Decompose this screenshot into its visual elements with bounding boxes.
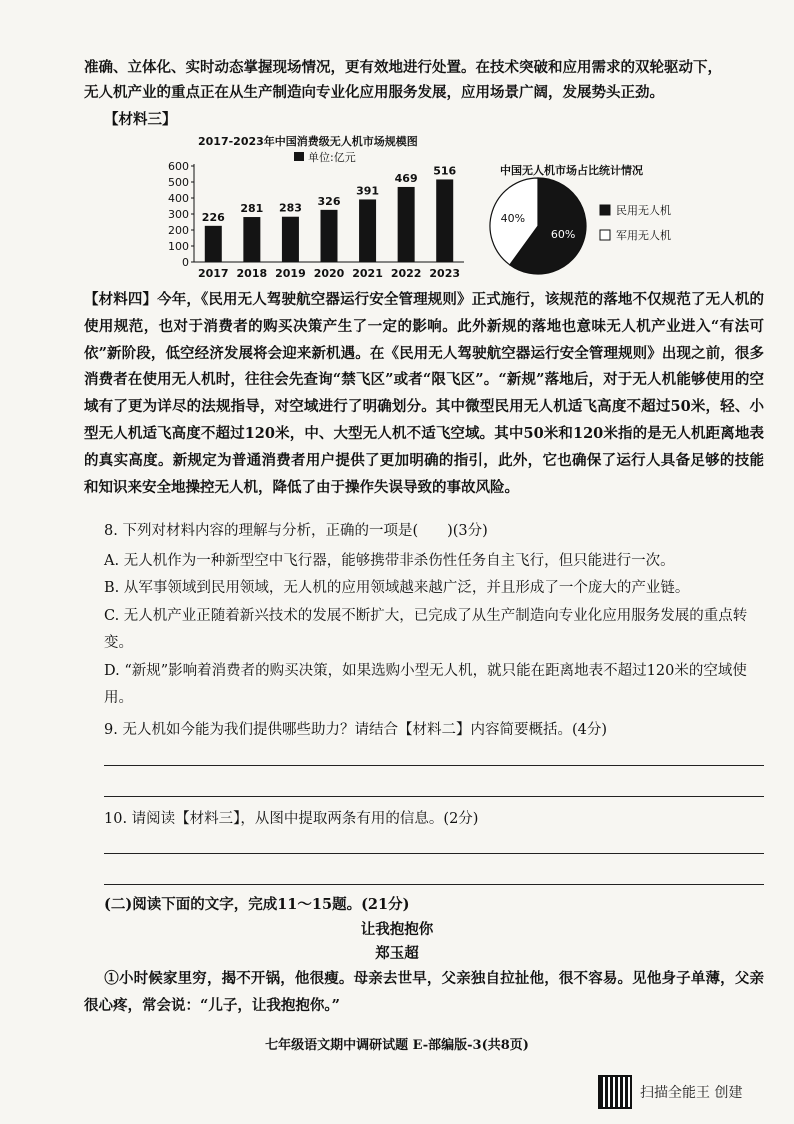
- section2-heading: (二)阅读下面的文字，完成11～15题。(21分): [104, 896, 410, 913]
- y-tick-label: 100: [168, 240, 189, 253]
- q10-answer-line-1[interactable]: [104, 853, 764, 854]
- x-tick-label: 2022: [390, 267, 422, 280]
- x-tick-label: 2023: [429, 267, 461, 280]
- q9-stem: 9. 无人机如今能为我们提供哪些助力？请结合【材料二】内容简要概括。(4分): [104, 722, 607, 738]
- y-tick-label: 200: [168, 224, 189, 237]
- y-tick-label: 0: [182, 256, 189, 269]
- material4-text: 今年，《民用无人驾驶航空器运行安全管理规则》正式施行，该规范的落地不仅规范了无人机的使用规范，也对于消费者的购买决策产生了一定的影响。此外新规的落地也意味无人机产业进入“有法可依”新阶段，低空经济发展将会迎来新机遇。在《民用无人驾驶航空器运行安全管理规则》出现之前，很多消费者在使用无人机时，往往会先查询“禁飞区”或者“限飞区”。“新规”落地后，对于无人机能够使用的空域有了更为详尽的法规指导，对空域进行了明确划分。其中微型民用无人机适飞高度不超过50米，轻、小型无人机适飞高度不超过120米，中、大型无人机不适飞空域。其中50米和120米指的是无人机距离地表的真实高度。新规定为普通消费者用户提供了更加明确的指引，此外，它也确保了运行人具备足够的技能和知识来安全地操控无人机，降低了由于操作失误导致的事故风险。: [84, 291, 764, 496]
- q10-answer-line-2[interactable]: [104, 884, 764, 885]
- pie-chart: [480, 156, 720, 284]
- bar-value-label: 391: [356, 184, 380, 198]
- pie-slice-label: 60%: [550, 228, 576, 242]
- pie-legend-label: 民用无人机: [616, 204, 671, 217]
- bar-value-label: 469: [394, 171, 418, 185]
- material3-label: 【材料三】: [104, 111, 177, 128]
- x-tick-label: 2021: [352, 267, 383, 280]
- story-title: 让我抱抱你: [360, 921, 434, 938]
- q8-stem: 8. 下列对材料内容的理解与分析，正确的一项是( )(3分): [104, 523, 488, 539]
- bar-chart-title: 2017-2023年中国消费级无人机市场规模图: [198, 135, 418, 148]
- x-tick-label: 2020: [313, 267, 345, 280]
- y-tick-label: 300: [168, 208, 189, 221]
- pie-chart-legend: [600, 203, 671, 242]
- bar: [282, 217, 299, 262]
- bar-value-label: 326: [317, 194, 341, 208]
- page-footer: 七年级语文期中调研试题 E-部编版-3(共8页): [265, 1038, 529, 1053]
- x-tick-label: 2019: [275, 267, 306, 280]
- intro-line-1: 准确、立体化、实时动态掌握现场情况，更有效地进行处置。在技术突破和应用需求的双轮驱动下，: [84, 59, 722, 76]
- bar: [321, 210, 338, 262]
- intro-line-2: 无人机产业的重点正在从生产制造向专业化应用服务发展，应用场景广阔，发展势头正劲。: [84, 84, 664, 101]
- qr-code-icon: [598, 1075, 632, 1109]
- bar-chart-bars: [198, 164, 460, 280]
- bar-chart-legend: 单位:亿元: [308, 151, 356, 164]
- story-paragraph-1: ①小时候家里穷，揭不开锅，他很瘦。母亲去世早，父亲独自拉扯他，很不容易。见他身子单薄，父亲很心疼，常会说：“儿子，让我抱抱你。”: [84, 970, 764, 1014]
- x-tick-label: 2017: [197, 267, 229, 280]
- q8-option-b: B. 从军事领域到民用领域，无人机的应用领域越来越广泛，并且形成了一个庞大的产业链。: [104, 580, 690, 596]
- q10-stem: 10. 请阅读【材料三】，从图中提取两条有用的信息。(2分): [104, 811, 479, 827]
- q9-answer-line-1[interactable]: [104, 765, 764, 766]
- bar-value-label: 226: [201, 210, 225, 224]
- material4-label: 【材料四】: [84, 291, 158, 308]
- watermark-text: 扫描全能王 创建: [640, 1085, 743, 1101]
- bar-value-label: 283: [278, 201, 302, 215]
- x-tick-label: 2018: [236, 267, 268, 280]
- q8-option-d: D. “新规”影响着消费者的购买决策，如果选购小型无人机，就只能在距离地表不超过120米的空域使用。: [104, 663, 747, 706]
- pie-chart-slices: [490, 178, 586, 274]
- bar-value-label: 281: [240, 202, 264, 216]
- bar-chart: [160, 128, 480, 284]
- y-tick-label: 400: [168, 192, 189, 205]
- story-author: 郑玉超: [375, 945, 419, 962]
- y-tick-label: 500: [168, 176, 189, 189]
- pie-legend-swatch: [600, 205, 610, 215]
- pie-slice-label: 40%: [500, 211, 526, 225]
- bar-chart-legend-swatch: [294, 152, 304, 161]
- y-tick-label: 600: [168, 160, 189, 173]
- q8-option-a: A. 无人机作为一种新型空中飞行器，能够携带非杀伤性任务自主飞行，但只能进行一次。: [104, 553, 675, 569]
- material4-paragraph: [84, 287, 764, 501]
- bar: [359, 199, 376, 262]
- bar: [243, 217, 260, 262]
- pie-legend-swatch: [600, 230, 610, 240]
- bar: [436, 179, 453, 262]
- bar: [398, 187, 415, 262]
- q8-option-c: C. 无人机产业正随着新兴技术的发展不断扩大，已完成了从生产制造向专业化应用服务发展的重点转变。: [104, 608, 748, 651]
- pie-chart-title: 中国无人机市场占比统计情况: [500, 164, 643, 177]
- bar-value-label: 516: [433, 164, 457, 178]
- scanner-watermark: [598, 1075, 742, 1109]
- q9-answer-line-2[interactable]: [104, 796, 764, 797]
- bar: [205, 226, 222, 262]
- pie-legend-label: 军用无人机: [616, 229, 671, 242]
